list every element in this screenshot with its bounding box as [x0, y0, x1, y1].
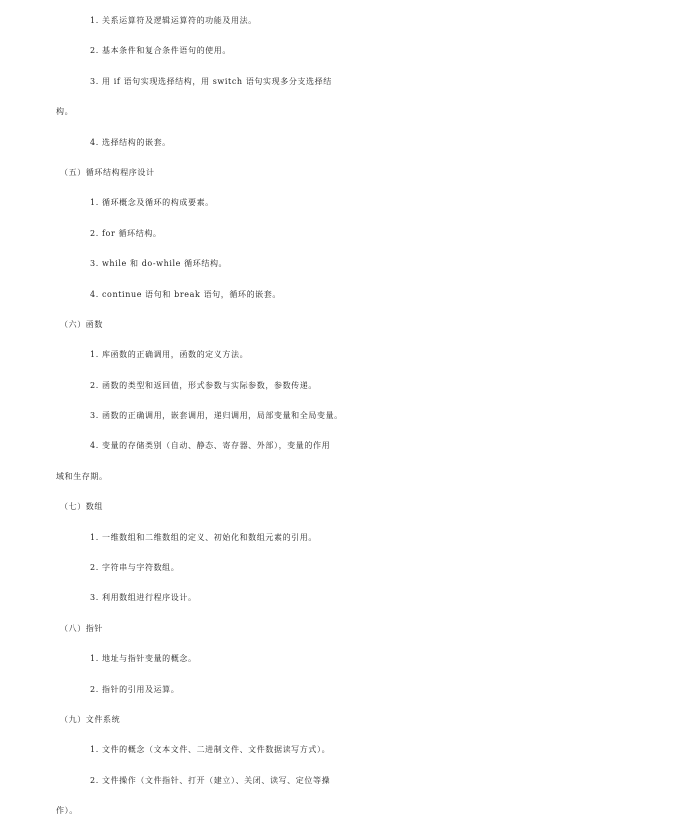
document-page: [0, 6, 673, 827]
list-item: 2. 基本条件和复合条件语句的使用。: [90, 46, 231, 56]
list-item-continuation: 构。: [56, 107, 74, 117]
list-item: 3. 利用数组进行程序设计。: [90, 593, 197, 603]
list-item: 4. 变量的存储类别（自动、静态、寄存器、外部），变量的作用: [90, 441, 331, 451]
list-item: 4. continue 语句和 break 语句，循环的嵌套。: [90, 289, 281, 299]
list-item-continuation: 域和生存期。: [56, 471, 108, 481]
list-item: 2. 文件操作（文件指针、打开（建立）、关闭、读写、定位等操: [90, 775, 331, 785]
list-item: 1. 一维数组和二维数组的定义、初始化和数组元素的引用。: [90, 532, 317, 542]
section-heading: （九）文件系统: [60, 714, 121, 724]
section-heading: （五）循环结构程序设计: [60, 167, 155, 177]
list-item: 2. 指针的引用及运算。: [90, 684, 180, 694]
list-item: 2. for 循环结构。: [90, 228, 162, 238]
section-heading: （八）指针: [60, 623, 103, 633]
list-item: 3. 用 if 语句实现选择结构，用 switch 语句实现多分支选择结: [90, 76, 332, 86]
section-heading: （六）函数: [60, 319, 103, 329]
list-item: 3. 函数的正确调用，嵌套调用，递归调用，局部变量和全局变量。: [90, 411, 343, 421]
list-item: 2. 字符串与字符数组。: [90, 563, 180, 573]
list-item: 1. 关系运算符及逻辑运算符的功能及用法。: [90, 16, 257, 25]
list-item: 1. 地址与指针变量的概念。: [90, 654, 197, 664]
list-item-continuation: 作）。: [56, 806, 78, 816]
list-item: 4. 选择结构的嵌套。: [90, 137, 171, 147]
list-item: 2. 函数的类型和返回值，形式参数与实际参数，参数传递。: [90, 380, 317, 390]
section-heading: （七）数组: [60, 502, 103, 512]
list-item: 1. 文件的概念（文本文件、二进制文件、文件数据读写方式）。: [90, 745, 331, 755]
list-item: 1. 循环概念及循环的构成要素。: [90, 198, 214, 208]
list-item: 3. while 和 do-while 循环结构。: [90, 259, 228, 269]
list-item: 1. 库函数的正确调用，函数的定义方法。: [90, 350, 249, 360]
